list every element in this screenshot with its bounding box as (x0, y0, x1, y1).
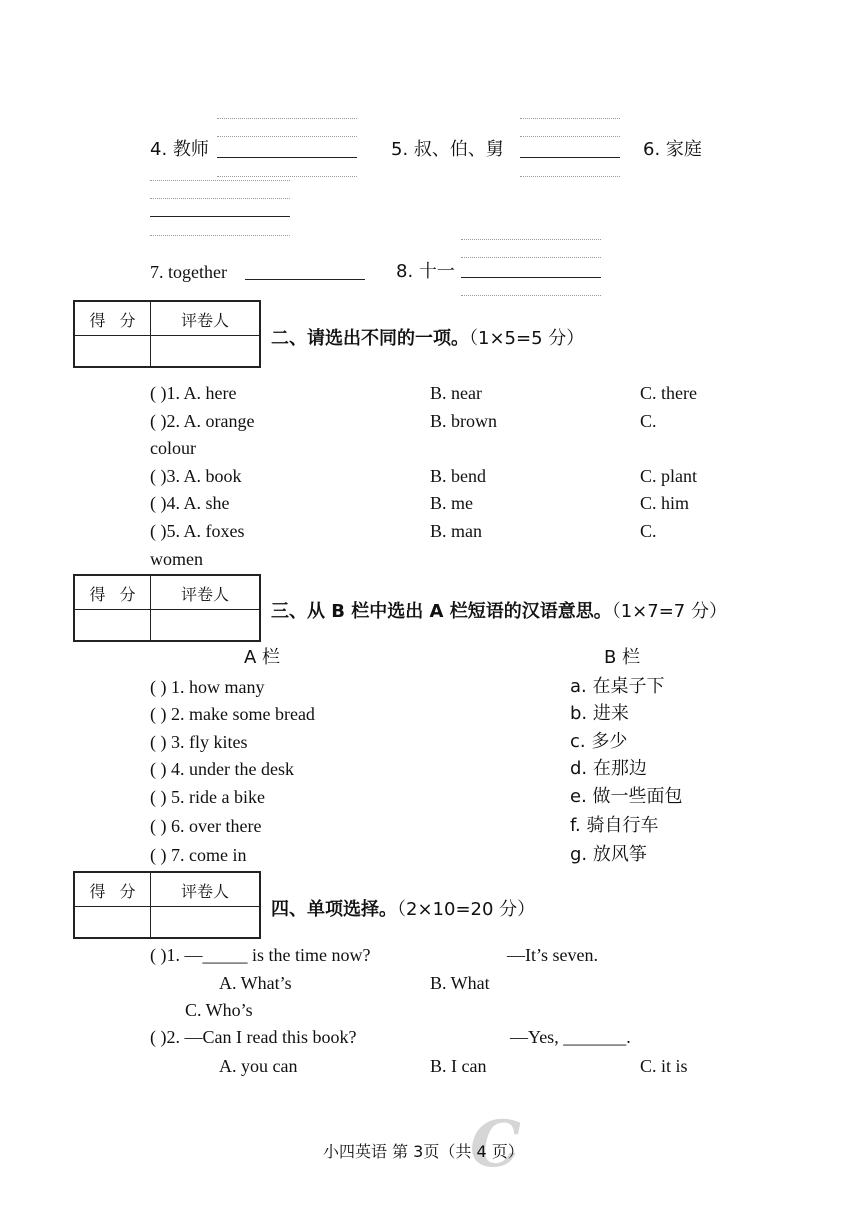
score-label: 得分 (89, 585, 150, 604)
dotted-guide (461, 239, 601, 240)
s3-a-4: ( ) 4. under the desk (150, 759, 294, 779)
s4-q2-option-a: A. you can (219, 1056, 298, 1076)
dotted-guide (150, 235, 290, 236)
dotted-guide (150, 198, 290, 199)
s2-q2-a: ( )2. A. orange (150, 411, 255, 431)
dotted-guide (520, 136, 620, 137)
s2-q2-b: B. brown (430, 411, 497, 431)
vocab-q7: 7. together (150, 262, 227, 282)
s3-a-7: ( ) 7. come in (150, 845, 247, 865)
vocab-q8: 8. 十一 (396, 261, 455, 282)
score-label: 得分 (89, 311, 150, 330)
s2-q5-c: C. (640, 521, 657, 541)
score-label: 得分 (89, 882, 150, 901)
answer-blank[interactable] (217, 157, 357, 158)
vocab-q4: 4. 教师 (150, 139, 209, 160)
s2-q3-b: B. bend (430, 466, 486, 486)
s3-a-2: ( ) 2. make some bread (150, 704, 315, 724)
s2-q2-c-wrap: colour (150, 438, 196, 458)
s2-q5-c-wrap: women (150, 549, 203, 569)
section-2-title: 二、请选出不同的一项。（1×5=5 分） (271, 328, 585, 349)
answer-blank-q6[interactable] (150, 216, 290, 217)
s2-q3-c: C. plant (640, 466, 697, 486)
column-b-header: B 栏 (604, 647, 641, 668)
s3-b-c: c. 多少 (570, 731, 628, 752)
dotted-guide (520, 118, 620, 119)
dotted-guide (461, 295, 601, 296)
s3-b-f: f. 骑自行车 (570, 815, 659, 836)
s3-b-e: e. 做一些面包 (570, 786, 683, 807)
answer-blank-q7[interactable] (245, 279, 365, 280)
s2-q5-b: B. man (430, 521, 482, 541)
dotted-guide (520, 176, 620, 177)
s3-b-a: a. 在桌子下 (570, 676, 665, 697)
s2-q3-a: ( )3. A. book (150, 466, 242, 486)
dotted-guide (217, 176, 357, 177)
score-box (73, 574, 261, 642)
dotted-guide (150, 180, 290, 181)
s3-a-6: ( ) 6. over there (150, 816, 262, 836)
s4-q1-option-c: C. Who’s (185, 1000, 253, 1020)
dotted-guide (461, 257, 601, 258)
s3-a-5: ( ) 5. ride a bike (150, 787, 265, 807)
s4-q2-option-c: C. it is (640, 1056, 688, 1076)
score-box (73, 300, 261, 368)
reviewer-label: 评卷人 (180, 882, 229, 901)
s2-q5-a: ( )5. A. foxes (150, 521, 245, 541)
s2-q4-c: C. him (640, 493, 690, 513)
s2-q1-c: C. there (640, 383, 697, 403)
vocab-q6: 6. 家庭 (643, 139, 702, 160)
s4-q2-stem: ( )2. —Can I read this book? (150, 1027, 357, 1047)
s2-q1-a: ( )1. A. here (150, 383, 237, 403)
answer-blank-q8[interactable] (461, 277, 601, 278)
watermark-logo-icon: C (470, 1107, 521, 1182)
s4-q1-stem: ( )1. —_____ is the time now? (150, 945, 371, 965)
s4-q1-option-b: B. What (430, 973, 490, 993)
s2-q4-a: ( )4. A. she (150, 493, 230, 513)
s4-q1-option-a: A. What’s (219, 973, 292, 993)
dotted-guide (217, 136, 357, 137)
s3-b-d: d. 在那边 (570, 758, 647, 779)
answer-blank[interactable] (520, 157, 620, 158)
column-a-header: A 栏 (244, 647, 281, 668)
s3-a-3: ( ) 3. fly kites (150, 732, 248, 752)
s2-q4-b: B. me (430, 493, 473, 513)
s4-q2-option-b: B. I can (430, 1056, 487, 1076)
reviewer-label: 评卷人 (180, 585, 229, 604)
s4-q2-reply: —Yes, _______. (510, 1027, 631, 1047)
page-footer: 小四英语 第 3页（共 4 页） (323, 1142, 524, 1161)
s4-q1-reply: —It’s seven. (507, 945, 598, 965)
section-3-title: 三、从 B 栏中选出 A 栏短语的汉语意思。（1×7=7 分） (271, 601, 727, 622)
s3-b-g: g. 放风筝 (570, 844, 647, 865)
s2-q2-c: C. (640, 411, 657, 431)
s3-a-1: ( ) 1. how many (150, 677, 265, 697)
s3-b-b: b. 进来 (570, 703, 629, 724)
dotted-guide (217, 118, 357, 119)
reviewer-label: 评卷人 (180, 311, 229, 330)
score-box (73, 871, 261, 939)
section-4-title: 四、单项选择。（2×10=20 分） (271, 899, 536, 920)
vocab-q5: 5. 叔、伯、舅 (391, 139, 504, 160)
s2-q1-b: B. near (430, 383, 482, 403)
